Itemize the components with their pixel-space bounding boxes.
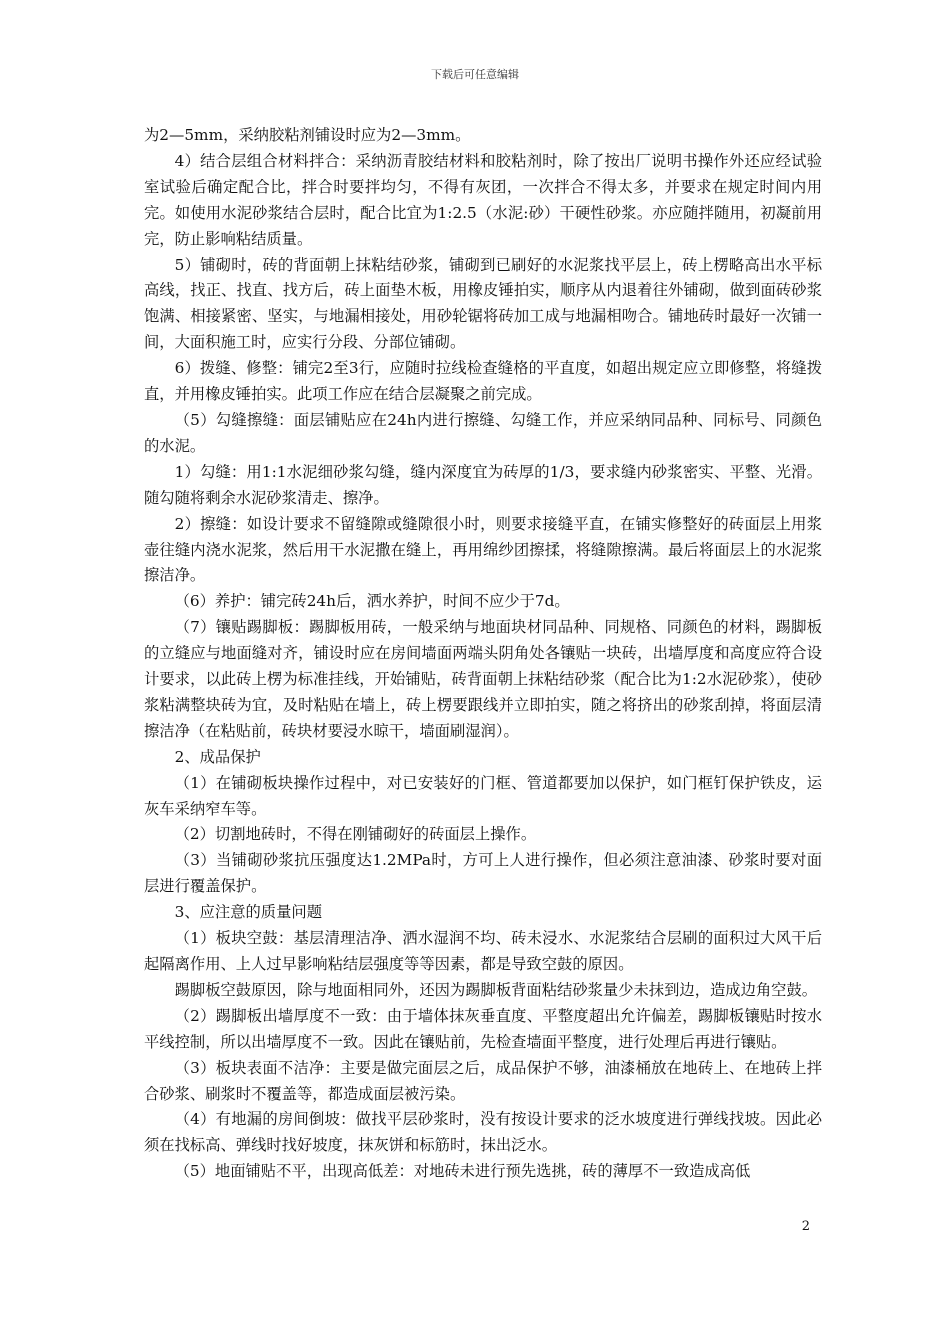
page-number: 2 bbox=[801, 1219, 810, 1234]
paragraph: 为2—5mm，采纳胶粘剂铺设时应为2—3mm。 bbox=[144, 126, 471, 144]
paragraph: 1）勾缝：用1:1水泥细砂浆勾缝，缝内深度宜为砖厚的1/3，要求缝内砂浆密实、平整、光滑。随勾随将剩余水泥砂浆清走、擦净。 bbox=[144, 462, 822, 507]
paragraph: （2）切割地砖时，不得在刚铺砌好的砖面层上操作。 bbox=[174, 825, 537, 844]
paragraph: （3）板块表面不洁净：主要是做完面层之后，成品保护不够，油漆桶放在地砖上、在地砖上拌合砂浆、刷浆时不覆盖等，都造成面层被污染。 bbox=[144, 1058, 822, 1103]
paragraph: 4）结合层组合材料拌合：采纳沥青胶结材料和胶粘剂时，除了按出厂说明书操作外还应经试验室试验后确定配合比，拌合时要拌均匀，不得有灰团，一次拌合不得太多，并要求在规定时间内用完。如使用水泥砂浆结合层时，配合比宜为1:2.5（水泥:砂）干硬性砂浆。亦应随拌随用，初凝前用完，防止影响粘结质量。 bbox=[144, 151, 822, 248]
document-body bbox=[144, 123, 822, 1185]
paragraph: （2）踢脚板出墙厚度不一致：由于墙体抹灰垂直度、平整度超出允许偏差，踢脚板镶贴时按水平线控制，所以出墙厚度不一致。因此在镶贴前，先检查墙面平整度，进行处理后再进行镶贴。 bbox=[144, 1006, 822, 1051]
page-header: 下载后可任意编辑 bbox=[431, 68, 519, 81]
paragraph: 6）拨缝、修整：铺完2至3行，应随时拉线检查缝格的平直度，如超出规定应立即修整，将缝拨直，并用橡皮锤拍实。此项工作应在结合层凝聚之前完成。 bbox=[144, 359, 822, 404]
paragraph: 踢脚板空鼓原因，除与地面相同外，还因为踢脚板背面粘结砂浆量少未抹到边，造成边角空鼓。 bbox=[174, 980, 818, 999]
paragraph: 5）铺砌时，砖的背面朝上抹粘结砂浆，铺砌到已刷好的水泥浆找平层上，砖上楞略高出水平标高线，找正、找直、找方后，砖上面垫木板，用橡皮锤拍实，顺序从内退着往外铺砌，做到面砖砂浆饱满、相接紧密、坚实，与地漏相接处，用砂轮锯将砖加工成与地漏相吻合。铺地砖时最好一次铺一间，大面积施工时，应实行分段、分部位铺砌。 bbox=[144, 255, 822, 352]
paragraph: （3）当铺砌砂浆抗压强度达1.2MPa时，方可上人进行操作，但必须注意油漆、砂浆时要对面层进行覆盖保护。 bbox=[144, 851, 822, 896]
paragraph: （1）板块空鼓：基层清理洁净、洒水湿润不均、砖未浸水、水泥浆结合层刷的面积过大风干后起隔离作用、上人过早影响粘结层强度等等因素，都是导致空鼓的原因。 bbox=[144, 929, 822, 973]
paragraph: （7）镶贴踢脚板：踢脚板用砖，一般采纳与地面块材同品种、同规格、同颜色的材料，踢脚板的立缝应与地面缝对齐，铺设时应在房间墙面两端头阴角处各镶贴一块砖，出墙厚度和高度应符合设计要求，以此砖上楞为标准挂线，开始铺贴，砖背面朝上抹粘结砂浆（配合比为1:2水泥砂浆），使砂浆粘满整块砖为宜，及时粘贴在墙上，砖上楞要跟线并立即拍实，随之将挤出的砂浆刮掉，将面层清擦洁净（在粘贴前，砖块材要浸水晾干，墙面刷湿润）。 bbox=[144, 618, 822, 740]
section-heading: 3、应注意的质量问题 bbox=[174, 903, 322, 922]
paragraph: （6）养护：铺完砖24h后，洒水养护，时间不应少于7d。 bbox=[174, 592, 570, 611]
paragraph: （5）勾缝擦缝：面层铺贴应在24h内进行擦缝、勾缝工作，并应采纳同品种、同标号、同颜色的水泥。 bbox=[144, 410, 822, 455]
paragraph: （4）有地漏的房间倒坡：做找平层砂浆时，没有按设计要求的泛水坡度进行弹线找坡。因此必须在找标高、弹线时找好坡度，抹灰饼和标筋时，抹出泛水。 bbox=[144, 1110, 822, 1155]
paragraph: 2）擦缝：如设计要求不留缝隙或缝隙很小时，则要求接缝平直，在铺实修整好的砖面层上用浆壶往缝内浇水泥浆，然后用干水泥撒在缝上，再用绵纱团擦揉，将缝隙擦满。最后将面层上的水泥浆擦洁净。 bbox=[144, 514, 822, 585]
paragraph: （5）地面铺贴不平，出现高低差：对地砖未进行预先选挑，砖的薄厚不一致造成高低 bbox=[174, 1162, 751, 1181]
paragraph: （1）在铺砌板块操作过程中，对已安装好的门框、管道都要加以保护，如门框钉保护铁皮，运灰车采纳窄车等。 bbox=[144, 773, 822, 818]
section-heading: 2、成品保护 bbox=[174, 747, 261, 766]
